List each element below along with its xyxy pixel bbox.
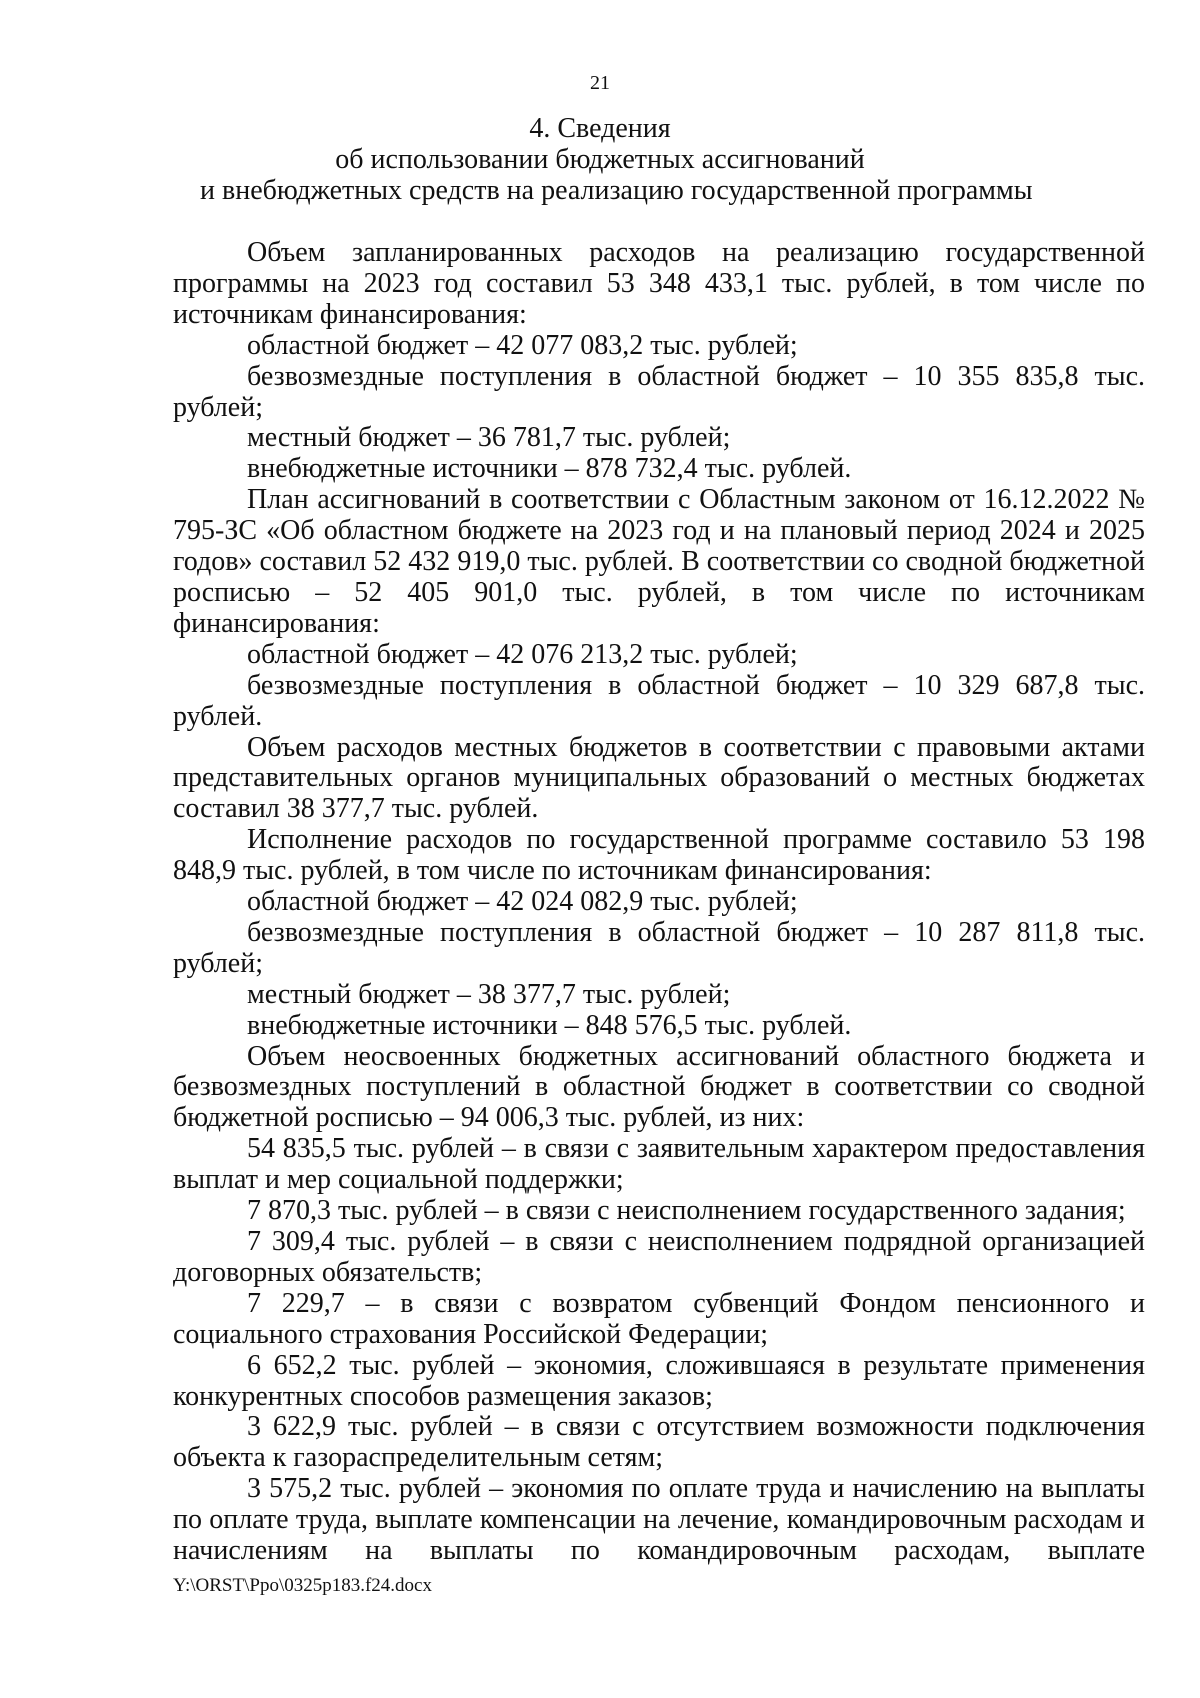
page-number: 21 — [590, 72, 610, 94]
paragraph-regional-budget-executed: областной бюджет – 42 024 082,9 тыс. рублей; — [247, 886, 798, 918]
paragraph-reason-contractor: 7 309,4 тыс. рублей – в связи с неисполнением подрядной организацией договорных обязательств; — [173, 1226, 1145, 1288]
paragraph-regional-budget-planned: областной бюджет – 42 077 083,2 тыс. рублей; — [247, 329, 798, 361]
paragraph-gratuitous-receipts-executed: безвозмездные поступления в областной бюджет – 10 287 811,8 тыс. рублей; — [173, 916, 1145, 979]
paragraph-reason-labor-savings: 3 575,2 тыс. рублей – экономия по оплате труда и начислению на выплаты по оплате труда, выплате компенсации на лечение, командировочным расходам и начислениям на выплаты по командировочным расходам, выплате — [173, 1473, 1145, 1567]
section-heading — [200, 113, 1033, 206]
paragraph-gratuitous-receipts-plan: безвозмездные поступления в областной бюджет – 10 329 687,8 тыс. рублей. — [173, 669, 1145, 732]
paragraph-reason-gas-connection: 3 622,9 тыс. рублей – в связи с отсутствием возможности подключения объекта к газораспределительным сетям; — [173, 1411, 1145, 1474]
paragraph-planned-expenses: Объем запланированных расходов на реализацию государственной программы на 2023 год составил 53 348 433,1 тыс. рублей, в том числе по источникам финансирования: — [173, 237, 1145, 330]
paragraph-extrabudgetary-executed: внебюджетные источники – 848 576,5 тыс. рублей. — [247, 1009, 852, 1041]
heading-line-2: об использовании бюджетных ассигнований — [335, 144, 865, 175]
paragraph-regional-budget-plan: областной бюджет – 42 076 213,2 тыс. рублей; — [247, 638, 798, 670]
paragraph-reason-state-task: 7 870,3 тыс. рублей – в связи с неисполнением государственного задания; — [247, 1195, 1126, 1227]
paragraph-unused-allocations: Объем неосвоенных бюджетных ассигнований областного бюджета и безвозмездных поступлений в областной бюджет в соответствии со сводной бюджетной росписью – 94 006,3 тыс. рублей, из них: — [173, 1040, 1145, 1134]
paragraph-local-budgets-volume: Объем расходов местных бюджетов в соответствии с правовыми актами представительных органов муниципальных образований о местных бюджетах составил 38 377,7 тыс. рублей. — [173, 731, 1145, 825]
paragraph-extrabudgetary-planned: внебюджетные источники – 878 732,4 тыс. рублей. — [247, 453, 852, 485]
paragraph-reason-subvention-return: 7 229,7 – в связи с возвратом субвенций Фондом пенсионного и социального страхования Российской Федерации; — [173, 1287, 1145, 1350]
footer-file-path: Y:\ORST\Ppo\0325p183.f24.docx — [173, 1575, 432, 1596]
paragraph-gratuitous-receipts-planned: безвозмездные поступления в областной бюджет – 10 355 835,8 тыс. рублей; — [173, 360, 1145, 423]
paragraph-reason-competitive-procurement: 6 652,2 тыс. рублей – экономия, сложившаяся в результате применения конкурентных способов размещения заказов; — [173, 1349, 1145, 1412]
paragraph-local-budget-planned: местный бюджет – 36 781,7 тыс. рублей; — [247, 422, 731, 454]
paragraph-local-budget-executed: местный бюджет – 38 377,7 тыс. рублей; — [247, 978, 731, 1010]
paragraph-execution: Исполнение расходов по государственной программе составило 53 198 848,9 тыс. рублей, в том числе по источникам финансирования: — [173, 824, 1145, 887]
heading-line-3: и внебюджетных средств на реализацию государственной программы — [200, 175, 1033, 206]
paragraph-allocation-plan: План ассигнований в соответствии с Областным законом от 16.12.2022 № 795-ЗС «Об областном бюджете на 2023 год и на плановый период 2024 и 2025 годов» составил 52 432 919,0 тыс. рублей. В соответствии со сводной бюджетной росписью – 52 405 901,0 тыс. рублей, в том числе по источникам финансирования: — [173, 484, 1145, 639]
heading-line-1: 4. Сведения — [529, 113, 671, 144]
paragraph-reason-social-support: 54 835,5 тыс. рублей – в связи с заявительным характером предоставления выплат и мер социальной поддержки; — [173, 1133, 1145, 1196]
document-body — [173, 238, 1145, 1567]
